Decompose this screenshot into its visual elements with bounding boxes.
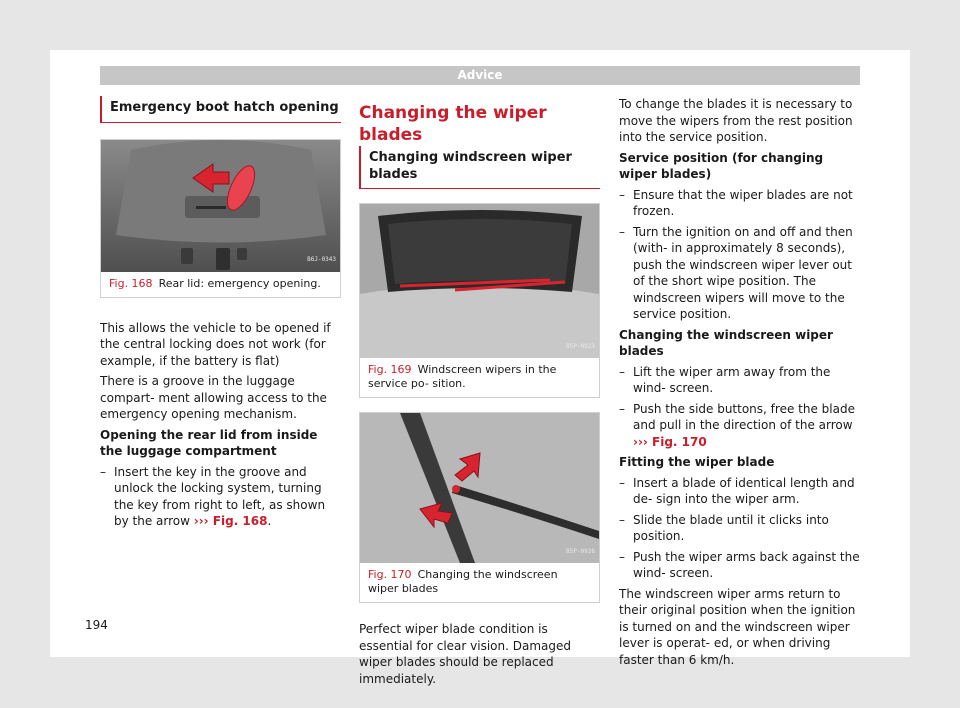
wiper-blade-image: [360, 413, 599, 563]
subheading: Service position (for changing wiper blades): [619, 150, 824, 181]
figure-caption-text: Windscreen wipers in the service po- sition.: [368, 363, 557, 390]
list-item-text: Insert the key in the groove and unlock the locking system, turning the key from right to left, as shown by the arrow: [114, 464, 326, 528]
paragraph: The windscreen wiper arms return to their original position when the ignition is turned on and the windscreen wiper lever is operat- ed, or when driving faster than 6 km/h.: [619, 586, 856, 667]
list-item: [100, 464, 341, 530]
section-title: Emergency boot hatch opening: [100, 96, 341, 123]
wiper-blade-illustration: [360, 413, 599, 563]
figure-170: [359, 412, 600, 603]
section-title: Changing windscreen wiper blades: [359, 146, 600, 189]
paragraph: There is a groove in the luggage compart- ment allowing access to the emergency opening mechanism.: [100, 374, 327, 421]
section-banner: Advice: [100, 66, 860, 85]
windscreen-illustration: [360, 204, 599, 358]
figure-code: B5P-0923: [566, 342, 595, 350]
figure-caption: [360, 563, 599, 602]
list-item: – Lift the wiper arm away from the wind- screen.: [619, 364, 860, 397]
paragraph: Perfect wiper blade condition is essential for clear vision. Damaged wiper blades should be replaced immediately.: [359, 622, 571, 686]
figure-number: Fig. 168: [109, 276, 153, 290]
list-item: – Ensure that the wiper blades are not frozen.: [619, 187, 860, 220]
page-number: 194: [85, 618, 108, 632]
column-3: [619, 96, 860, 672]
list-item: – Turn the ignition on and off and then (with- in approximately 8 seconds), push the windscreen wiper lever out of the short wipe position. The windscreen wipers will move to the service position.: [619, 224, 860, 323]
figure-number: Fig. 169: [368, 363, 412, 376]
list-item-end: .: [267, 514, 272, 528]
list-item: – Slide the blade until it clicks into position.: [619, 512, 860, 545]
figure-168: [100, 139, 341, 298]
figure-code: B6J-0343: [307, 256, 336, 263]
subheading: Opening the rear lid from inside the luggage compartment: [100, 427, 318, 458]
list-item: – Insert a blade of identical length and de- sign into the wiper arm.: [619, 475, 860, 508]
column-2: [359, 96, 600, 691]
paragraph: This allows the vehicle to be opened if the central locking does not work (for example, if the battery is flat): [100, 320, 331, 368]
list-item: [619, 401, 860, 451]
figure-number: Fig. 170: [368, 568, 412, 581]
subheading: Fitting the wiper blade: [619, 455, 775, 469]
manual-page: [50, 50, 910, 686]
chapter-title: Changing the wiper blades: [359, 103, 547, 145]
figure-169: [359, 203, 600, 398]
subheading: Changing the windscreen wiper blades: [619, 327, 833, 358]
windscreen-image: [360, 204, 599, 358]
figure-link[interactable]: ››› Fig. 170: [633, 434, 707, 449]
figure-caption: [101, 272, 340, 297]
figure-caption-text: Changing the windscreen wiper blades: [368, 568, 558, 595]
boot-lid-illustration: [101, 140, 340, 272]
boot-lid-image: [101, 140, 340, 272]
paragraph: To change the blades it is necessary to move the wipers from the rest position into the service position.: [619, 97, 853, 144]
list-item-text: Push the side buttons, free the blade and pull in the direction of the arrow: [633, 401, 855, 432]
figure-caption-text: Rear lid: emergency opening.: [158, 276, 321, 290]
list-item: – Push the wiper arms back against the wind- screen.: [619, 549, 860, 582]
figure-code: B5P-0926: [566, 547, 595, 555]
figure-caption: [360, 358, 599, 397]
column-1: [100, 96, 341, 534]
figure-link[interactable]: ››› Fig. 168: [193, 514, 268, 528]
